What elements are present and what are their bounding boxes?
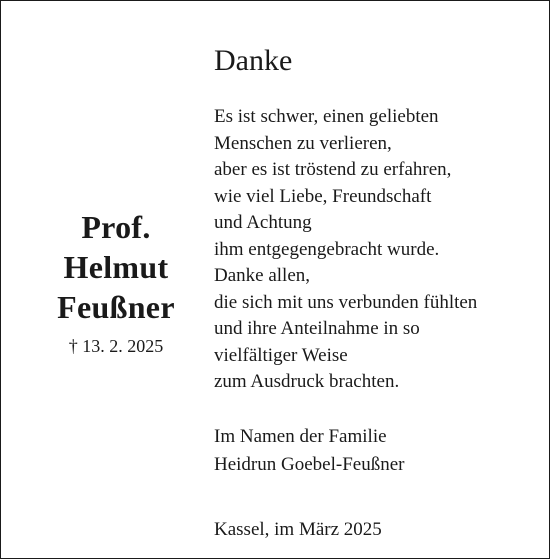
deceased-first-name: Helmut <box>63 249 169 285</box>
deceased-block <box>1 207 231 359</box>
death-date: † 13. 2. 2025 <box>68 336 164 356</box>
text-line: Danke allen, <box>214 265 311 286</box>
thanks-text <box>214 104 477 396</box>
text-line: die sich mit uns verbunden fühlten <box>214 291 478 313</box>
text-line: ihm entgegengebracht wurde. <box>214 238 440 260</box>
text-line: zum Ausdruck brachten. <box>214 371 400 392</box>
signature-line-family: Im Namen der Familie <box>214 426 387 447</box>
signature-line-name: Heidrun Goebel-Feußner <box>214 454 405 475</box>
text-line: aber es ist tröstend zu erfahren, <box>214 159 452 180</box>
notice-title: Danke <box>214 44 293 77</box>
text-line: vielfältiger Weise <box>214 344 348 366</box>
text-line: Menschen zu verlieren, <box>214 132 392 154</box>
text-line: wie viel Liebe, Freundschaft <box>214 185 432 207</box>
deceased-last-name: Feußner <box>57 289 175 325</box>
signature <box>214 423 404 479</box>
text-line: und Achtung <box>214 212 312 233</box>
deceased-title: Prof. <box>81 209 151 245</box>
place-date: Kassel, im März 2025 <box>214 519 382 540</box>
text-line: Es ist schwer, einen geliebten <box>214 106 439 127</box>
text-line: und ihre Anteilnahme in so <box>214 318 420 339</box>
